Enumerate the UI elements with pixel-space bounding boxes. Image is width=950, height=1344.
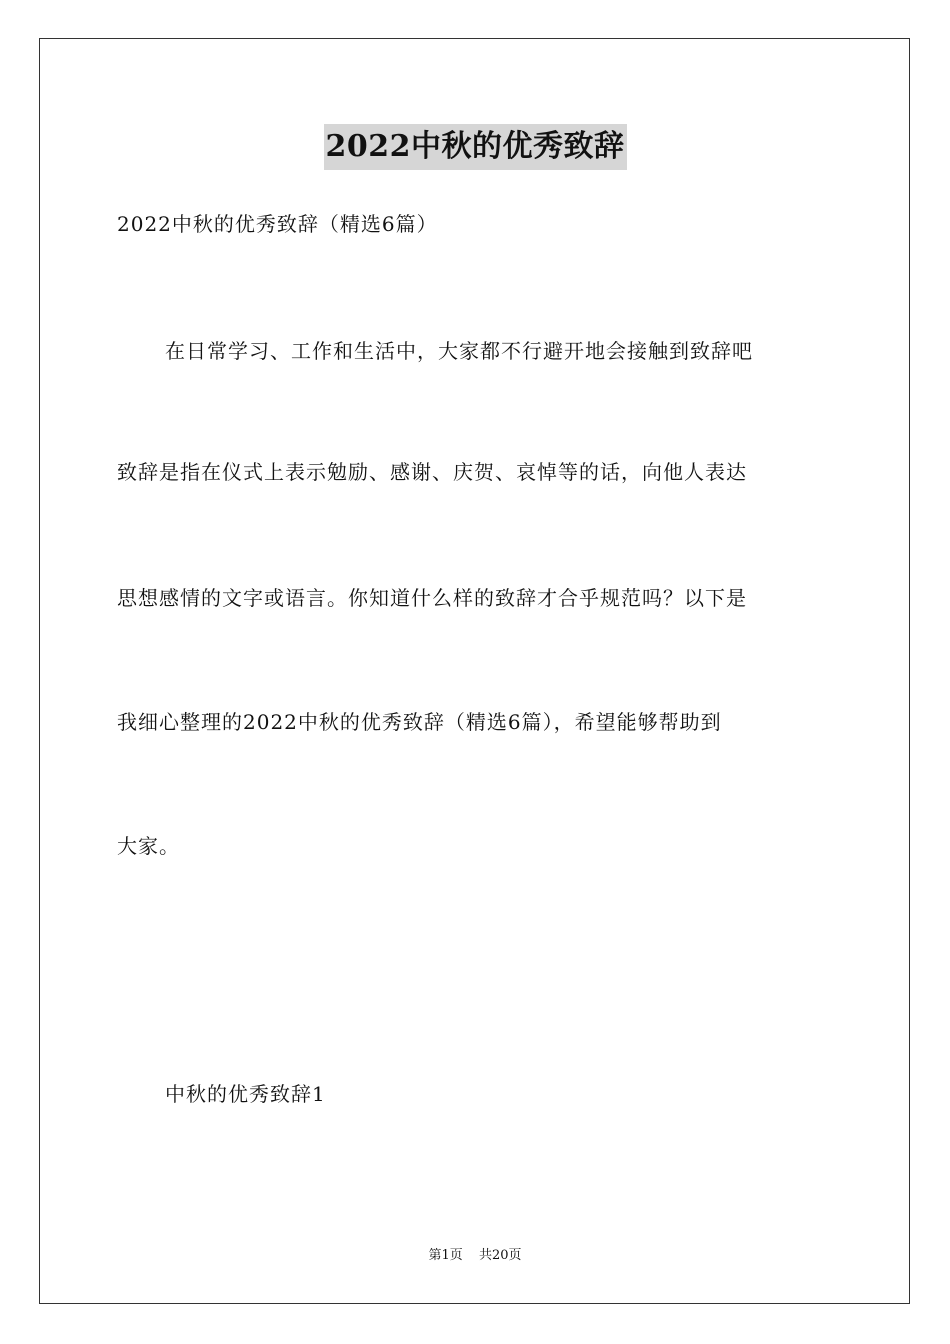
- paragraph-line: 思想感情的文字或语言。你知道什么样的致辞才合乎规范吗？以下是: [117, 586, 747, 610]
- paragraph-line: 在日常学习、工作和生活中，大家都不行避开地会接触到致辞吧: [165, 339, 753, 363]
- document-title: 2022中秋的优秀致辞: [324, 124, 627, 170]
- title-container: [0, 124, 950, 170]
- paragraph-line: 致辞是指在仪式上表示勉励、感谢、庆贺、哀悼等的话，向他人表达: [117, 460, 747, 484]
- page-number: 第1页: [428, 1248, 463, 1263]
- section-heading: 中秋的优秀致辞1: [165, 1082, 326, 1106]
- paragraph-line: 大家。: [117, 834, 180, 858]
- page-footer: [0, 1246, 950, 1266]
- document-subtitle: 2022中秋的优秀致辞（精选6篇）: [117, 212, 438, 236]
- total-pages: 共20页: [478, 1248, 522, 1263]
- paragraph-line: 我细心整理的2022中秋的优秀致辞（精选6篇），希望能够帮助到: [117, 710, 722, 734]
